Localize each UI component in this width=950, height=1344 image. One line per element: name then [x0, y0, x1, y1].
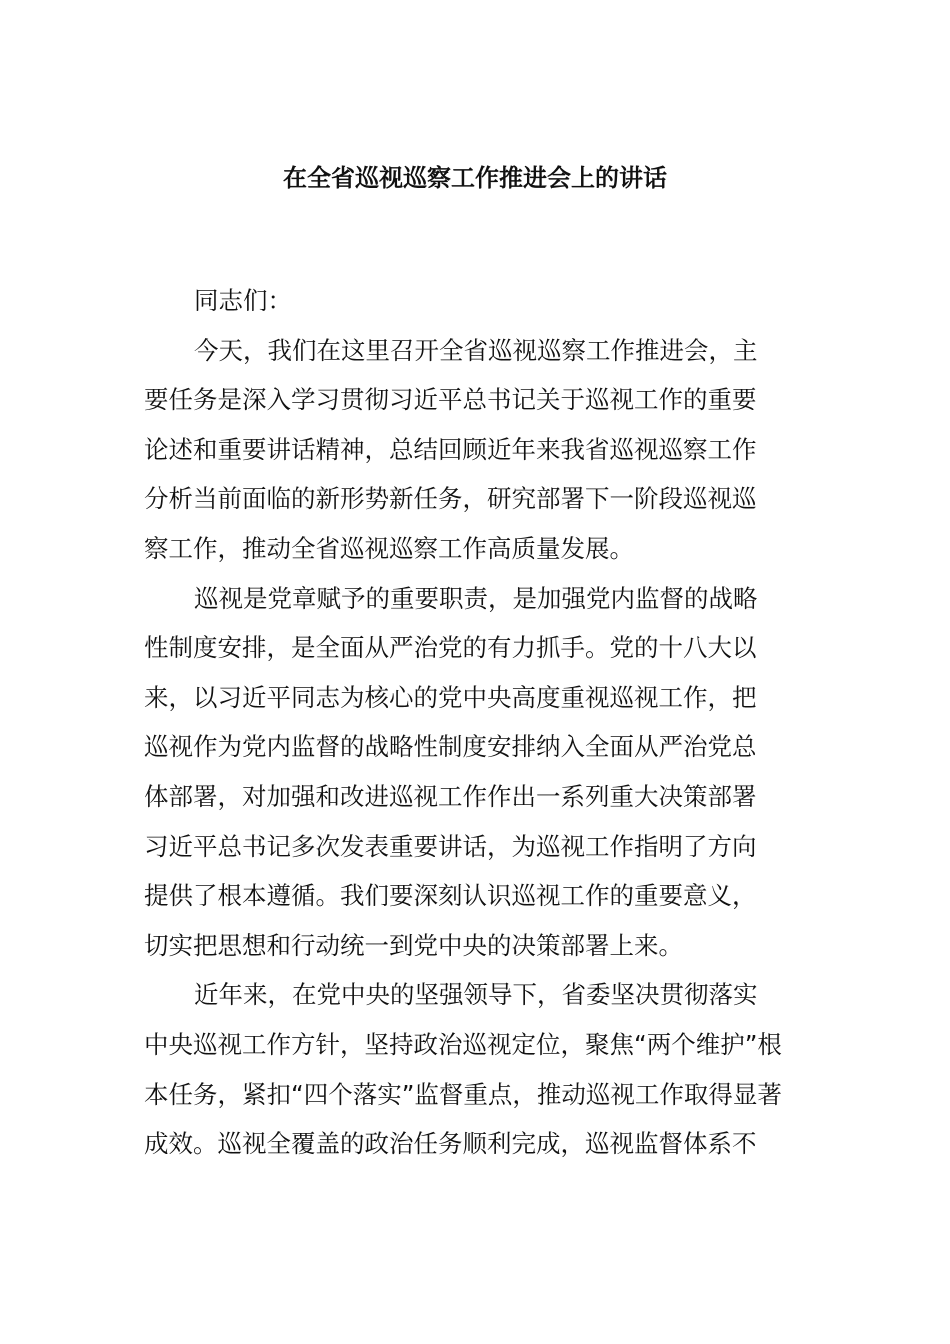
- paragraph-line: 切实把思想和行动统一到党中央的决策部署上来。: [144, 930, 683, 960]
- paragraph-line: 习近平总书记多次发表重要讲话，为巡视工作指明了方向: [144, 831, 757, 861]
- paragraph-line: 察工作，推动全省巡视巡察工作高质量发展。: [144, 533, 634, 563]
- paragraph-3: [144, 970, 816, 1168]
- paragraph-line: 巡视是党章赋予的重要职责，是加强党内监督的战略: [194, 583, 758, 613]
- paragraph-2: [144, 574, 816, 971]
- paragraph-line: 来，以习近平同志为核心的党中央高度重视巡视工作，把: [144, 682, 757, 712]
- paragraph-line: 分析当前面临的新形势新任务，研究部署下一阶段巡视巡: [144, 484, 757, 514]
- paragraph-line: 性制度安排，是全面从严治党的有力抓手。党的十八大以: [144, 633, 757, 663]
- paragraph-1: [144, 326, 816, 574]
- document-body: [144, 276, 816, 1169]
- paragraph-line: 论述和重要讲话精神，总结回顾近年来我省巡视巡察工作: [144, 434, 757, 464]
- paragraph-line: 本任务，紧扣“四个落实”监督重点，推动巡视工作取得显著: [144, 1079, 782, 1109]
- paragraph-line: 巡视作为党内监督的战略性制度安排纳入全面从严治党总: [144, 732, 757, 762]
- paragraph-line: 要任务是深入学习贯彻习近平总书记关于巡视工作的重要: [144, 385, 757, 415]
- paragraph-line: 近年来，在党中央的坚强领导下，省委坚决贯彻落实: [194, 980, 758, 1010]
- salutation: 同志们：: [194, 286, 292, 315]
- paragraph-line: 提供了根本遵循。我们要深刻认识巡视工作的重要意义，: [144, 881, 757, 911]
- paragraph-line: 体部署，对加强和改进巡视工作作出一系列重大决策部署: [144, 781, 757, 811]
- paragraph-line: 中央巡视工作方针，坚持政治巡视定位，聚焦“两个维护”根: [144, 1029, 782, 1059]
- document-title: 在全省巡视巡察工作推进会上的讲话: [283, 164, 667, 192]
- paragraph-line: 成效。巡视全覆盖的政治任务顺利完成，巡视监督体系不: [144, 1129, 757, 1159]
- paragraph-line: 今天，我们在这里召开全省巡视巡察工作推进会，主: [194, 335, 758, 365]
